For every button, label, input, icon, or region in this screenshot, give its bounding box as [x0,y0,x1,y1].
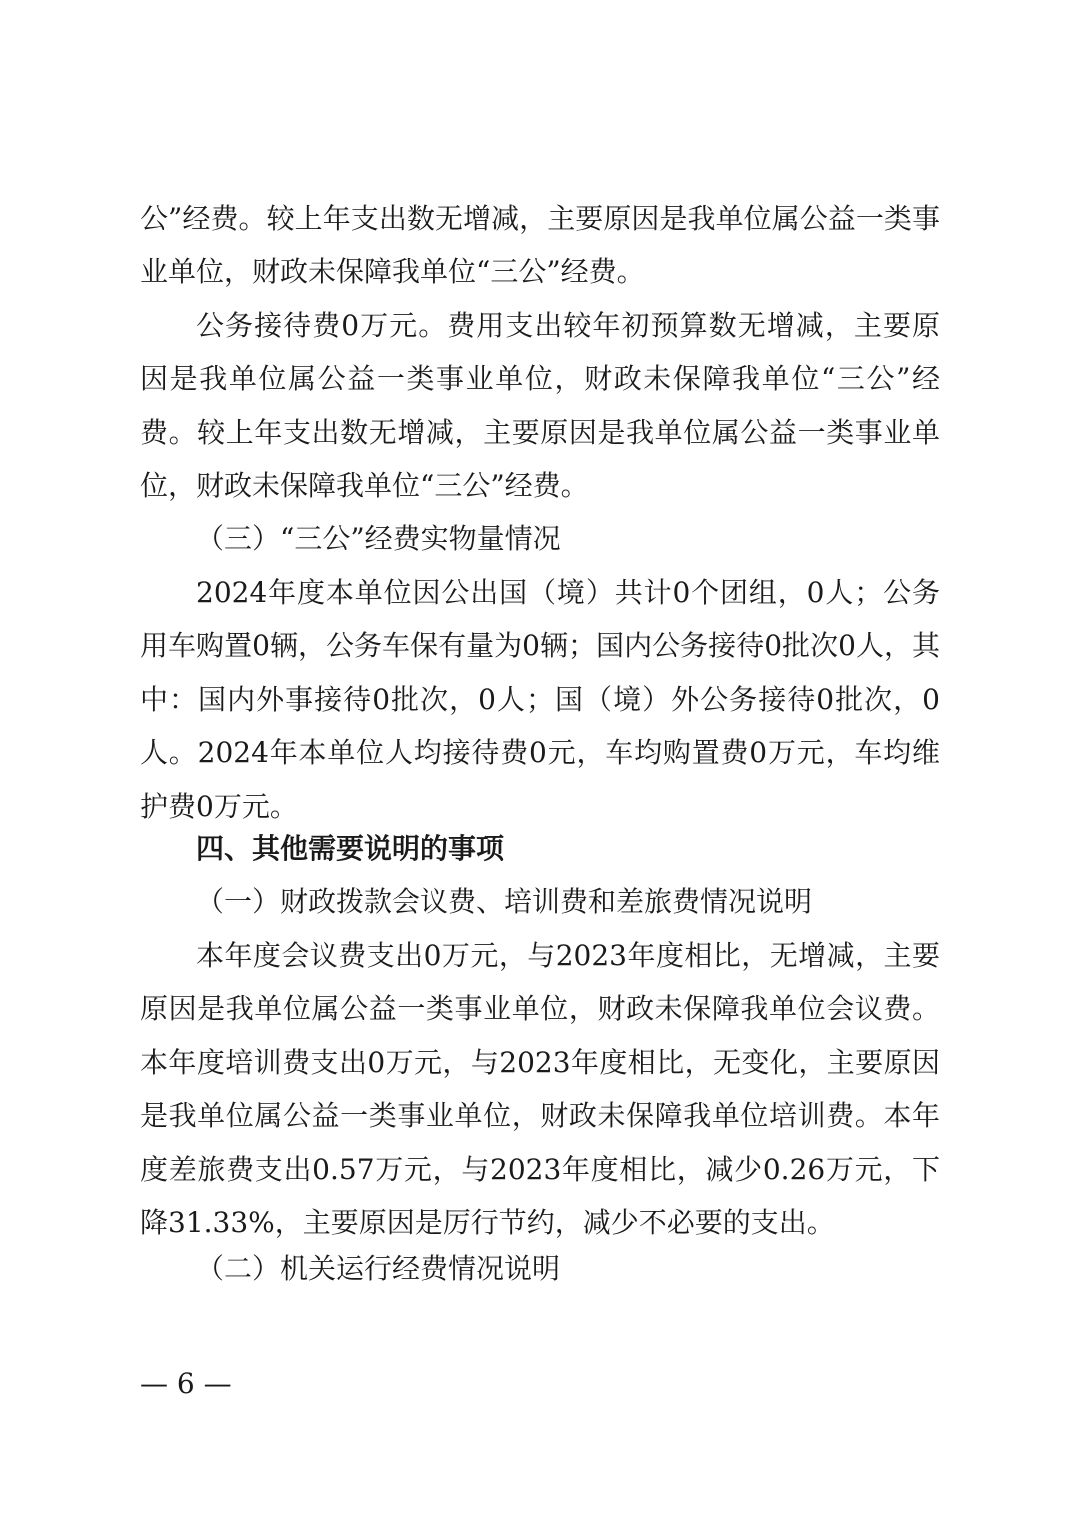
paragraph-physical-quantity: 2024年度本单位因公出国（境）共计0个团组，0人；公务用车购置0辆，公务车保有量为0辆；国内公务接待0批次0人，其中：国内外事接待0批次，0人；国（境）外公务接待0批次，0人。2024年本单位人均接待费0元，车均购置费0万元，车均维护费0万元。 [140,576,940,823]
paragraph-continuation: 公”经费。较上年支出数无增减，主要原因是我单位属公益一类事业单位，财政未保障我单位“三公”经费。 [140,202,940,289]
paragraph-meeting-training-travel: 本年度会议费支出0万元，与2023年度相比，无增减，主要原因是我单位属公益一类事业单位，财政未保障我单位会议费。本年度培训费支出0万元，与2023年度相比，无变化，主要原因是我单位属公益一类事业单位，财政未保障我单位培训费。本年度差旅费支出0.57万元，与2023年度相比，减少0.26万元，下降31.33%，主要原因是厉行节约，减少不必要的支出。 [140,939,940,1240]
section-heading-other-matters: 四、其他需要说明的事项 [196,832,505,865]
section-heading-three-public-physical: （三）“三公”经费实物量情况 [196,522,561,555]
section-heading-meeting-training-travel: （一）财政拨款会议费、培训费和差旅费情况说明 [196,885,813,918]
page-number: — 6 — [140,1367,232,1400]
section-heading-operating-expense: （二）机关运行经费情况说明 [196,1252,561,1285]
paragraph-reception-expense: 公务接待费0万元。费用支出较年初预算数无增减，主要原因是我单位属公益一类事业单位，财政未保障我单位“三公”经费。较上年支出数无增减，主要原因是我单位属公益一类事业单位，财政未保障我单位“三公”经费。 [140,309,940,503]
